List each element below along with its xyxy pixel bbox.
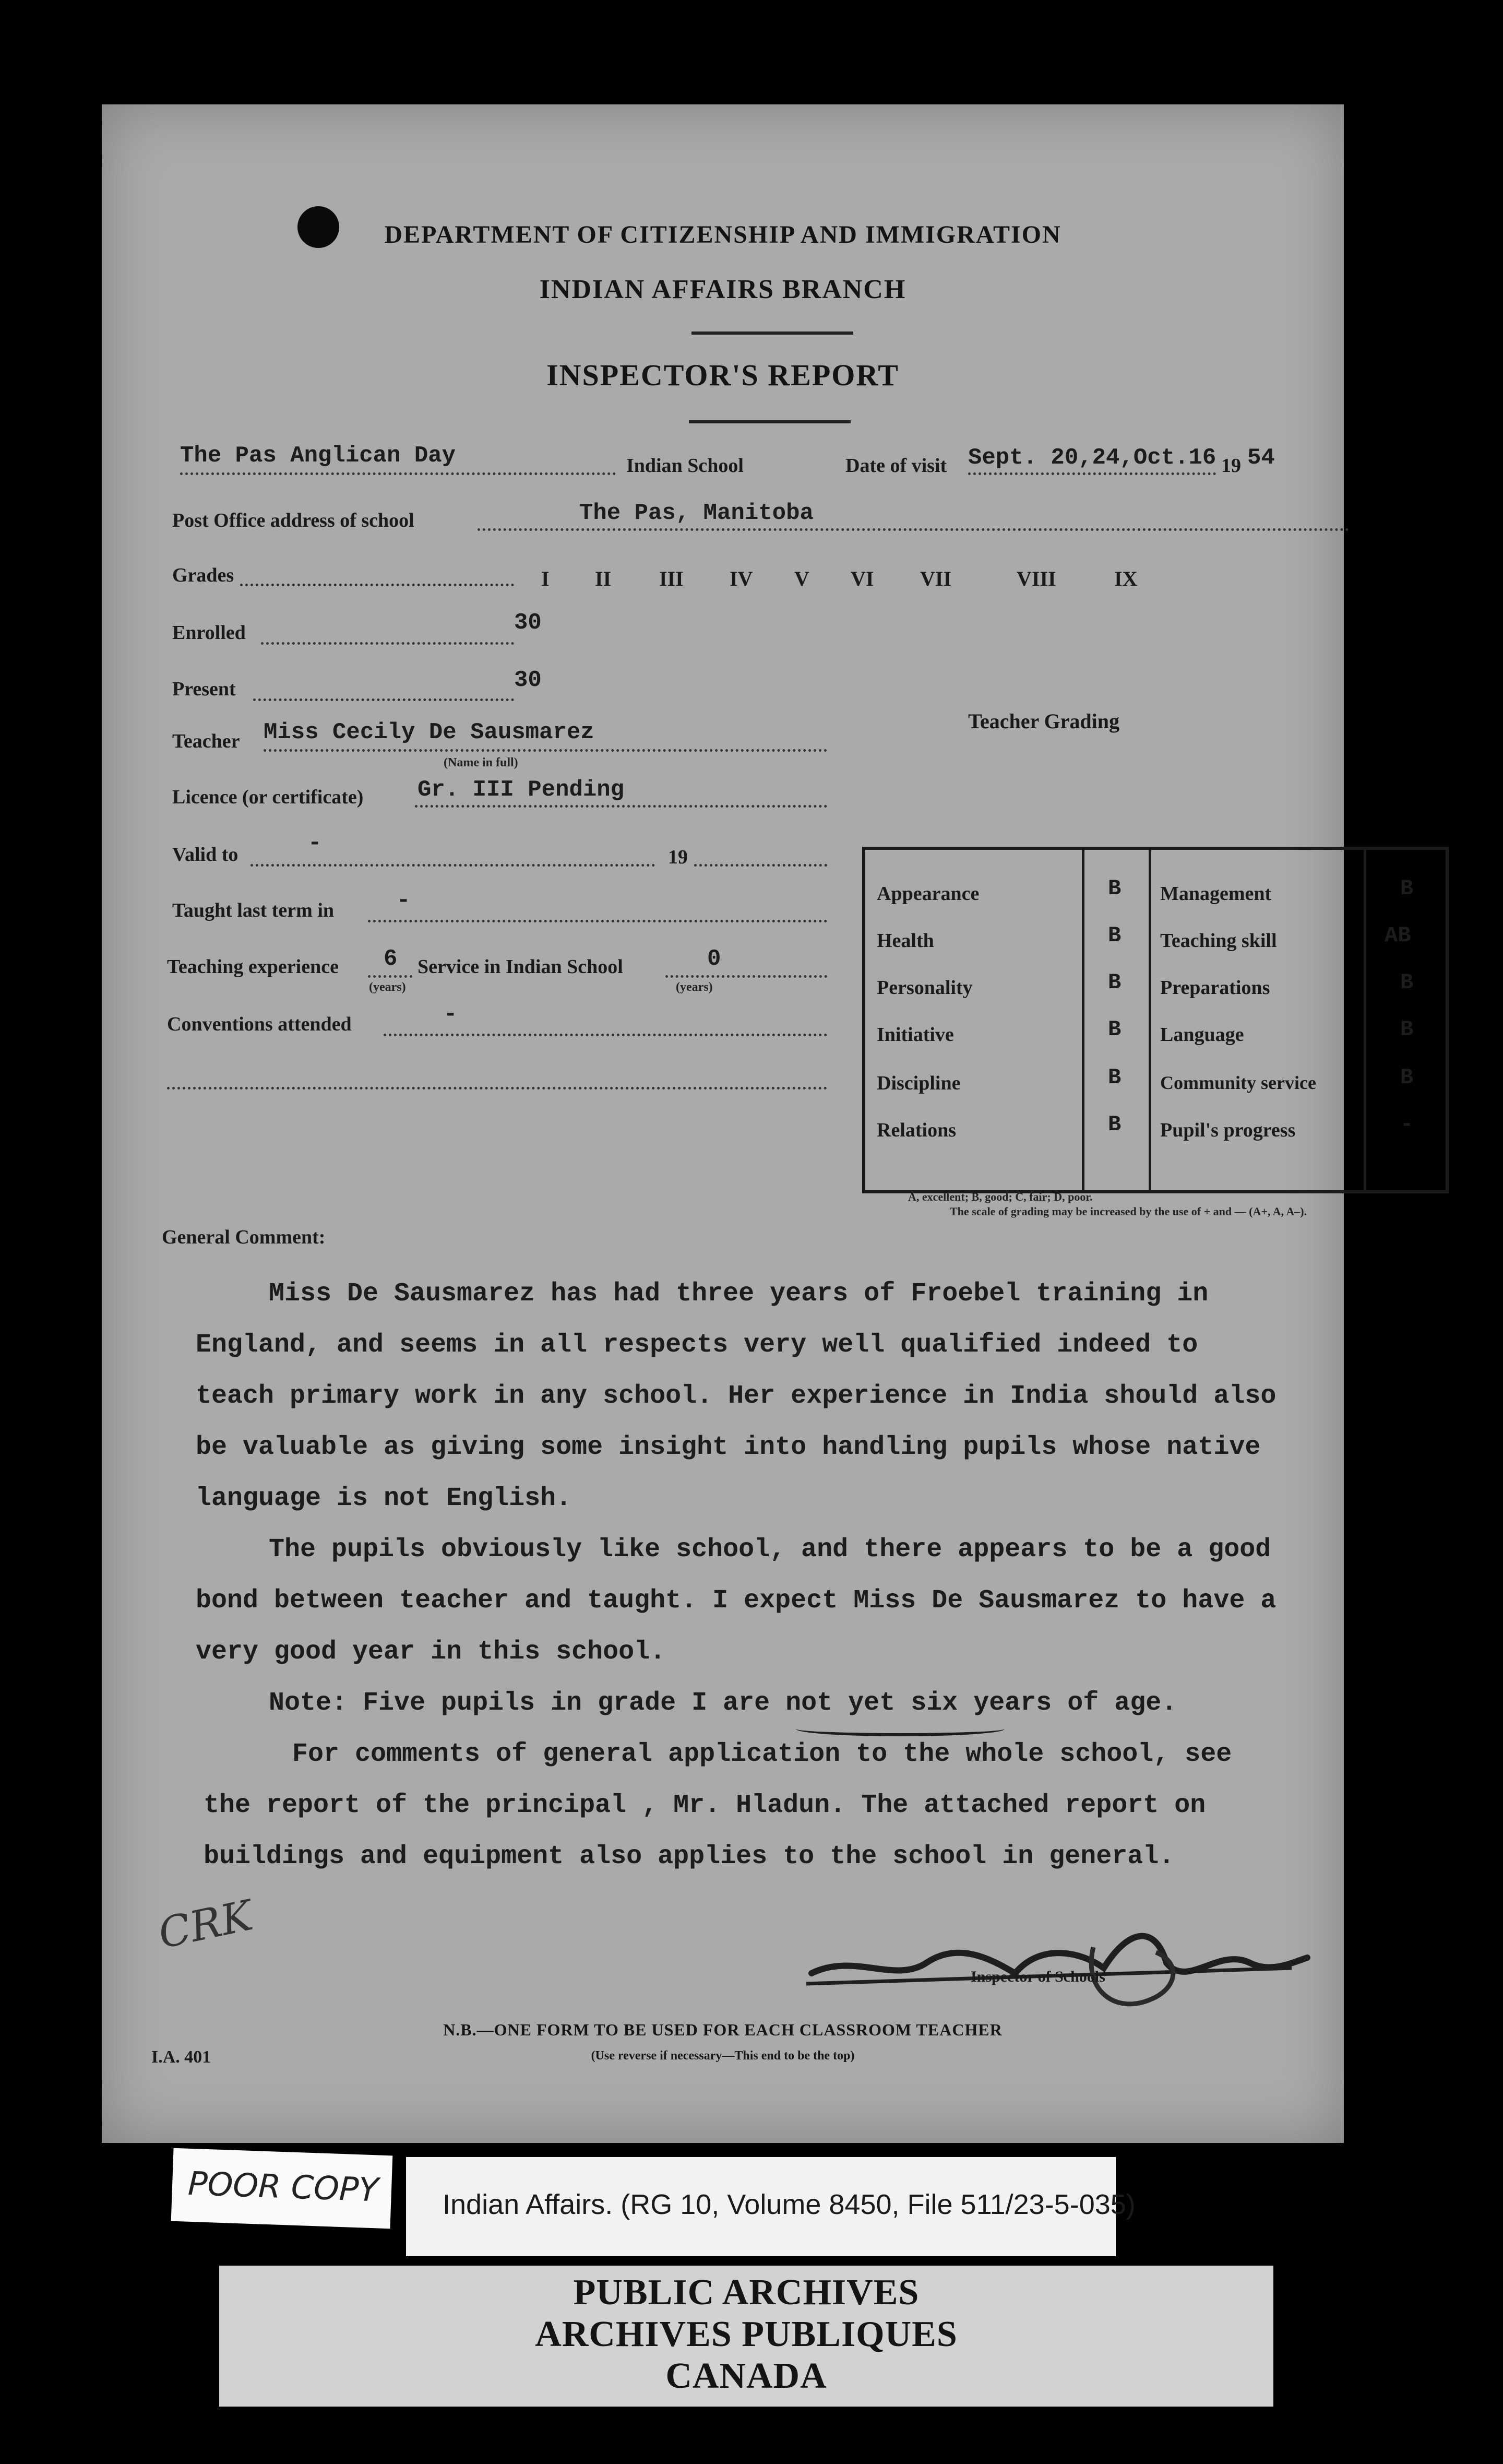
taught-last-term-value: -: [397, 887, 411, 914]
grade-label-relations: Relations: [877, 1119, 956, 1141]
grade-value-personality: B: [1108, 970, 1122, 995]
grade-8: VIII: [1017, 567, 1056, 590]
grade-value-management: B: [1400, 876, 1414, 901]
school-name-line: [180, 472, 616, 475]
grade-label-initiative: Initiative: [877, 1024, 954, 1046]
valid-to-label: Valid to: [172, 844, 238, 866]
grade-5: V: [794, 567, 809, 590]
archives-line-3: CANADA: [665, 2356, 827, 2396]
reference-text: Indian Affairs. (RG 10, Volume 8450, File 511/23-5-035): [443, 2189, 1136, 2220]
present-label: Present: [172, 678, 236, 700]
grading-scale-note: The scale of grading may be increased by the use of + and — (A+, A, A–).: [950, 1205, 1307, 1218]
grade-value-community-service: B: [1400, 1065, 1414, 1090]
nb-note: N.B.—ONE FORM TO BE USED FOR EACH CLASSROOM TEACHER: [443, 2020, 1003, 2039]
service-value: 0: [707, 946, 721, 972]
conventions-label: Conventions attended: [167, 1013, 352, 1035]
comment-line-9: Note: Five pupils in grade I are not yet six years of age.: [269, 1688, 1177, 1718]
enrolled-label: Enrolled: [172, 622, 246, 644]
year-prefix-label: 19: [1221, 455, 1241, 477]
date-of-visit-label: Date of visit: [845, 455, 947, 477]
comment-line-11: the report of the principal , Mr. Hladun. The attached report on: [204, 1791, 1206, 1820]
poor-copy-sticker: [171, 2148, 393, 2229]
nb-subnote: (Use reverse if necessary—This end to be the top): [591, 2049, 855, 2063]
post-office-label: Post Office address of school: [172, 510, 414, 531]
comment-line-6: The pupils obviously like school, and there appears to be a good: [269, 1535, 1271, 1565]
form-number: I.A. 401: [151, 2047, 211, 2067]
grade-value-discipline: B: [1108, 1065, 1122, 1090]
inspector-label: Inspector of Schools: [971, 1968, 1105, 1985]
archives-line-1: PUBLIC ARCHIVES: [573, 2272, 920, 2313]
teaching-experience-value: 6: [384, 946, 398, 972]
grade-label-health: Health: [877, 930, 934, 952]
grades-line: [240, 584, 514, 586]
taught-last-term-label: Taught last term in: [172, 899, 335, 921]
teacher-grading-box: [862, 847, 1449, 1193]
grade-value-teaching-skill: AB: [1385, 923, 1411, 948]
valid-year-label: 19: [668, 846, 688, 868]
visit-date-line: [968, 472, 1216, 475]
branch-heading: INDIAN AFFAIRS BRANCH: [539, 275, 906, 304]
comment-line-12: buildings and equipment also applies to the school in general.: [204, 1842, 1175, 1871]
right-value-divider: [1364, 850, 1366, 1190]
grade-value-health: B: [1108, 923, 1122, 948]
teaching-experience-label: Teaching experience: [167, 956, 339, 978]
archives-stamp: [219, 2266, 1273, 2407]
grade-9: IX: [1114, 567, 1138, 590]
teacher-line: [264, 749, 827, 752]
grade-label-pupils-progress: Pupil's progress: [1160, 1119, 1296, 1141]
left-value-divider: [1082, 850, 1084, 1190]
grade-2: II: [595, 567, 612, 590]
enrolled-value: 30: [514, 610, 542, 636]
present-line: [253, 698, 514, 701]
report-form: [102, 104, 1414, 2143]
department-heading: DEPARTMENT OF CITIZENSHIP AND IMMIGRATION: [384, 221, 1061, 248]
grade-7: VII: [920, 567, 952, 590]
valid-to-line: [250, 864, 655, 867]
name-in-full-note: (Name in full): [444, 756, 518, 769]
grade-value-pupils-progress: -: [1400, 1112, 1414, 1137]
years-note: (years): [369, 980, 406, 994]
visit-year-value: 54: [1247, 445, 1275, 471]
conventions-value: -: [444, 1001, 458, 1027]
grade-label-language: Language: [1160, 1024, 1244, 1046]
grade-label-personality: Personality: [877, 977, 973, 999]
archives-line-2: ARCHIVES PUBLIQUES: [535, 2314, 958, 2354]
grade-label-teaching-skill: Teaching skill: [1160, 930, 1277, 952]
valid-year-line: [694, 864, 827, 867]
grade-label-management: Management: [1160, 883, 1272, 905]
grade-label-discipline: Discipline: [877, 1072, 961, 1094]
grade-3: III: [659, 567, 684, 590]
extra-line: [167, 1087, 827, 1089]
grade-value-preparations: B: [1400, 970, 1414, 995]
general-comment-label: General Comment:: [162, 1226, 326, 1248]
licence-line: [415, 805, 827, 808]
service-line: [665, 975, 827, 978]
comment-line-10: For comments of general application to the whole school, see: [292, 1739, 1232, 1769]
comment-line-3: teach primary work in any school. Her experience in India should also: [196, 1381, 1277, 1411]
grade-6: VI: [851, 567, 874, 590]
grading-title: Teacher Grading: [968, 709, 1120, 733]
taught-last-term-line: [368, 920, 827, 922]
poor-copy-text: POOR COPY: [187, 2164, 379, 2209]
grade-1: I: [541, 567, 550, 590]
visit-dates-value: Sept. 20,24,Oct.16: [968, 445, 1216, 471]
reference-label: [406, 2157, 1136, 2256]
grade-value-initiative: B: [1108, 1017, 1122, 1042]
years2-note: (years): [676, 980, 713, 994]
grade-label-community-service: Community service: [1160, 1072, 1316, 1093]
service-label: Service in Indian School: [418, 956, 623, 978]
comment-line-4: be valuable as giving some insight into handling pupils whose native: [196, 1432, 1261, 1462]
grade-value-relations: B: [1108, 1112, 1122, 1137]
post-office-value: The Pas, Manitoba: [579, 500, 814, 526]
enrolled-line: [261, 642, 514, 645]
grade-value-appearance: B: [1108, 876, 1122, 901]
licence-value: Gr. III Pending: [418, 777, 625, 803]
comment-line-8: very good year in this school.: [196, 1637, 666, 1667]
comment-line-5: language is not English.: [196, 1484, 572, 1513]
grade-value-language: B: [1400, 1017, 1414, 1042]
underline-mark: [796, 1722, 1005, 1736]
comment-line-2: England, and seems in all respects very well qualified indeed to: [196, 1330, 1198, 1360]
grading-scale: A, excellent; B, good; C, fair; D, poor.: [908, 1190, 1093, 1203]
present-value: 30: [514, 667, 542, 693]
center-divider: [1149, 850, 1151, 1190]
conventions-line: [384, 1034, 827, 1036]
licence-label: Licence (or certificate): [172, 786, 364, 808]
comment-line-1: Miss De Sausmarez has had three years of Froebel training in: [269, 1279, 1209, 1309]
grades-label: Grades: [172, 564, 234, 586]
teacher-label: Teacher: [172, 730, 240, 752]
teacher-value: Miss Cecily De Sausmarez: [264, 719, 594, 745]
grade-4: IV: [730, 567, 753, 590]
school-name-value: The Pas Anglican Day: [180, 443, 456, 469]
post-office-line: [478, 528, 1349, 531]
heading-rule: [691, 331, 853, 335]
comment-line-7: bond between teacher and taught. I expect Miss De Sausmarez to have a: [196, 1586, 1277, 1616]
indian-school-label: Indian School: [626, 455, 744, 477]
report-title: INSPECTOR'S REPORT: [546, 358, 899, 392]
teaching-experience-line: [368, 975, 412, 978]
valid-to-value: -: [308, 830, 322, 856]
signature-mark: [791, 1895, 1313, 2020]
handwritten-initials: CRK: [154, 1891, 257, 1958]
grade-label-appearance: Appearance: [877, 883, 980, 905]
title-rule: [689, 420, 851, 423]
grade-label-preparations: Preparations: [1160, 977, 1270, 999]
